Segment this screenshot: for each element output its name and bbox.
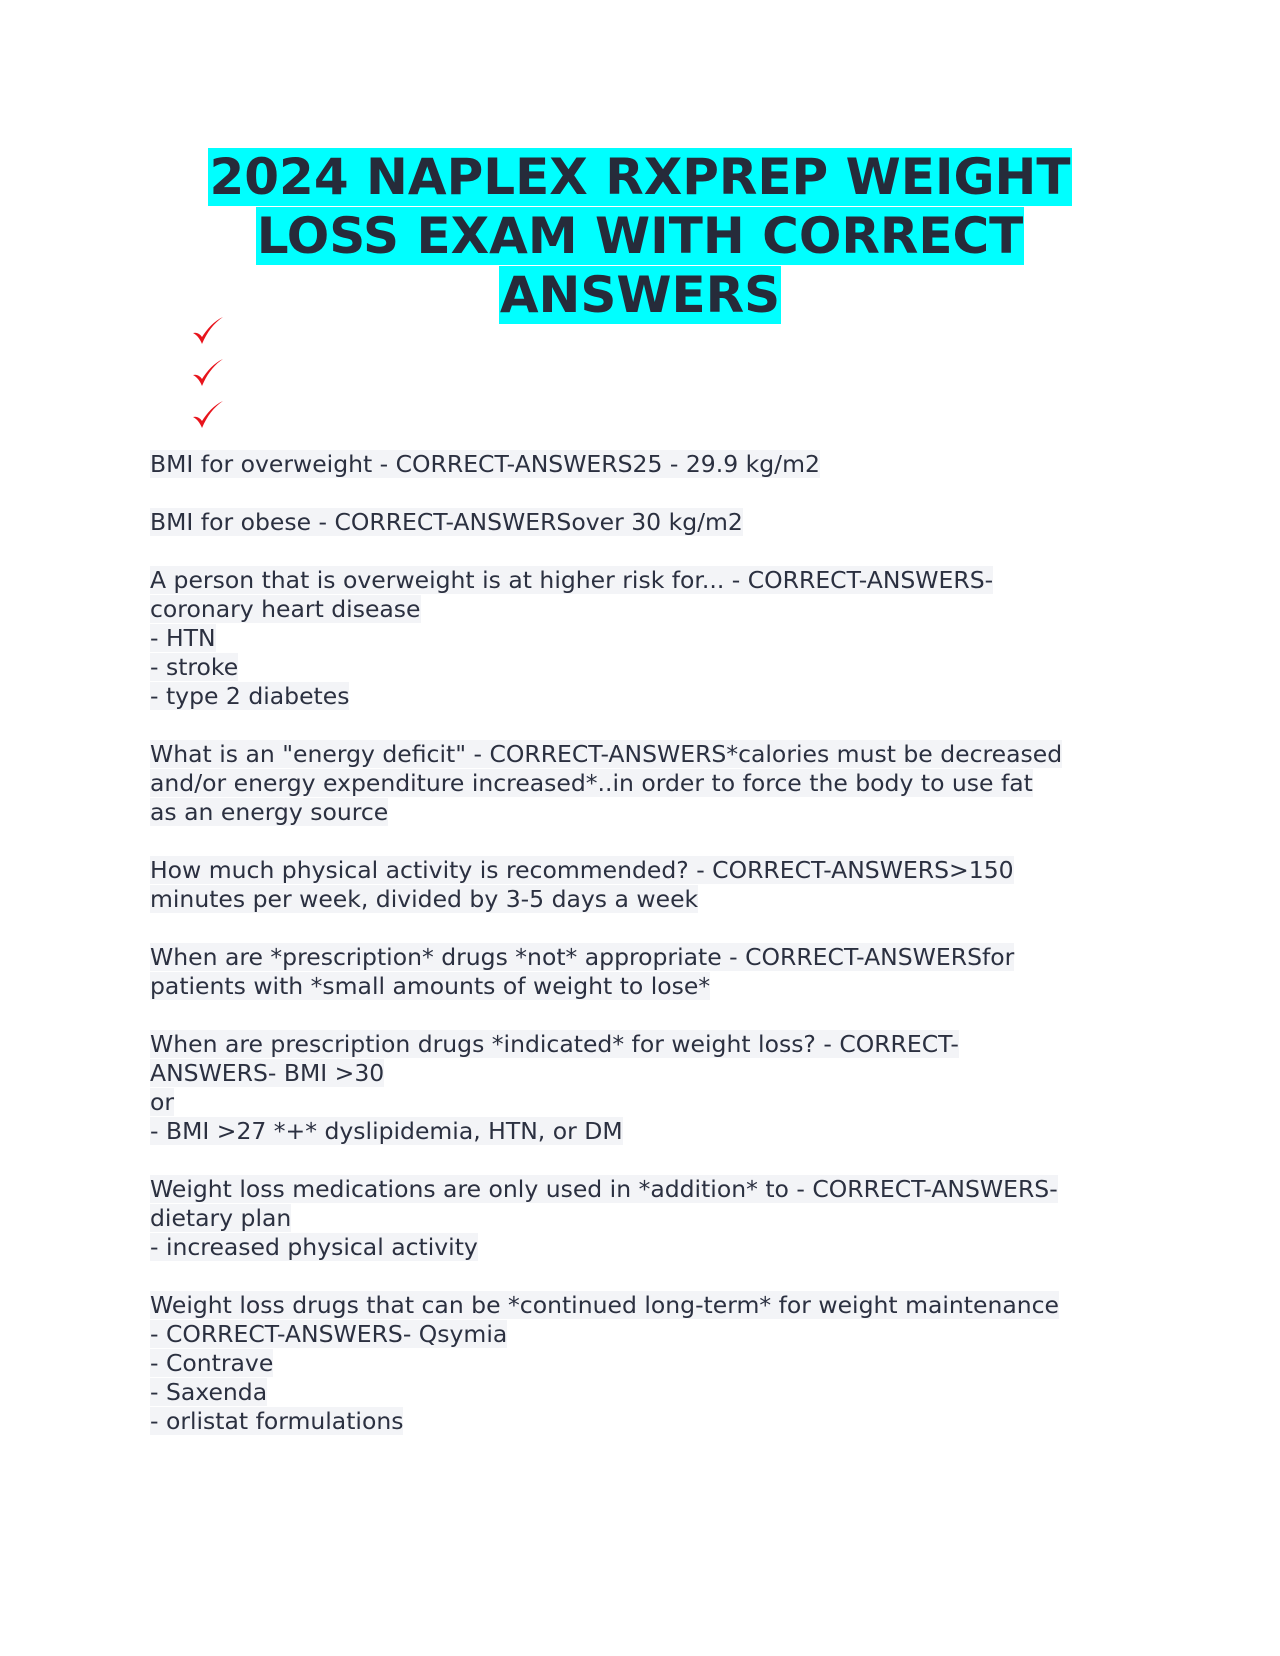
qa-line: - CORRECT-ANSWERS- Qsymia	[150, 1320, 508, 1348]
qa-line: - HTN	[150, 624, 216, 652]
title-line: LOSS EXAM WITH CORRECT	[256, 207, 1024, 265]
checkmark-icon	[190, 398, 230, 440]
qa-line: as an energy source	[150, 798, 389, 826]
qa-line: A person that is overweight is at higher risk for... - CORRECT-ANSWERS-	[150, 566, 994, 594]
qa-block	[150, 740, 1140, 827]
document-title	[150, 148, 1130, 325]
qa-line: - BMI >27 *+* dyslipidemia, HTN, or DM	[150, 1117, 623, 1145]
qa-block	[150, 943, 1140, 1001]
qa-line: When are *prescription* drugs *not* appropriate - CORRECT-ANSWERSfor	[150, 943, 1015, 971]
qa-content	[150, 450, 1140, 1465]
qa-block	[150, 1291, 1140, 1436]
qa-line: minutes per week, divided by 3-5 days a week	[150, 885, 699, 913]
qa-block	[150, 508, 1140, 537]
title-line: 2024 NAPLEX RXPREP WEIGHT	[209, 148, 1071, 206]
qa-line: When are prescription drugs *indicated* for weight loss? - CORRECT-	[150, 1030, 959, 1058]
qa-line: How much physical activity is recommended? - CORRECT-ANSWERS>150	[150, 856, 1014, 884]
qa-line: BMI for overweight - CORRECT-ANSWERS25 - 29.9 kg/m2	[150, 450, 820, 478]
qa-line: - Saxenda	[150, 1378, 268, 1406]
qa-line: - orlistat formulations	[150, 1407, 404, 1435]
qa-line: or	[150, 1088, 175, 1116]
checkmark-icon	[190, 356, 230, 398]
qa-line: and/or energy expenditure increased*..in order to force the body to use fat	[150, 769, 1033, 797]
qa-line: - increased physical activity	[150, 1233, 478, 1261]
qa-line: Weight loss drugs that can be *continued long-term* for weight maintenance	[150, 1291, 1060, 1319]
qa-line: - type 2 diabetes	[150, 682, 350, 710]
qa-line: Weight loss medications are only used in *addition* to - CORRECT-ANSWERS-	[150, 1175, 1058, 1203]
qa-line: coronary heart disease	[150, 595, 421, 623]
qa-line: BMI for obese - CORRECT-ANSWERSover 30 kg/m2	[150, 508, 743, 536]
qa-block	[150, 1175, 1140, 1262]
qa-line: What is an "energy deficit" - CORRECT-ANSWERS*calories must be decreased	[150, 740, 1063, 768]
checkmark-list	[190, 314, 250, 440]
qa-block	[150, 856, 1140, 914]
qa-block	[150, 450, 1140, 479]
qa-block	[150, 1030, 1140, 1146]
qa-line: ANSWERS- BMI >30	[150, 1059, 385, 1087]
qa-block	[150, 566, 1140, 711]
qa-line: patients with *small amounts of weight to lose*	[150, 972, 711, 1000]
title-line: ANSWERS	[499, 266, 781, 324]
qa-line: - stroke	[150, 653, 239, 681]
qa-line: - Contrave	[150, 1349, 274, 1377]
qa-line: dietary plan	[150, 1204, 292, 1232]
checkmark-icon	[190, 314, 230, 356]
